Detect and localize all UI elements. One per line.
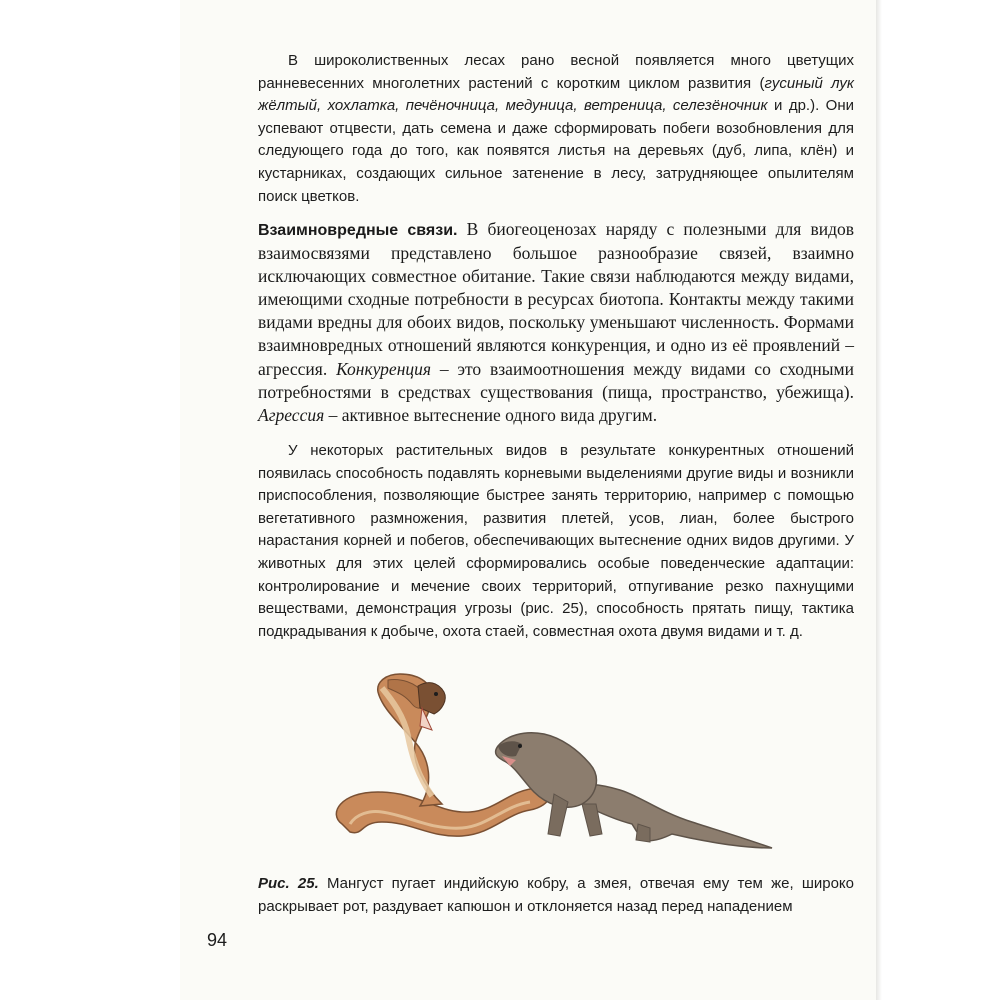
paragraph-competition-adaptations: У некоторых растительных видов в результате конкурентных отношений появилась способность подавлять корневыми выделениями другие виды и возникли приспособления, позволяющие быстрее занять территорию, например с помощью вегетативного размножения, развития плетей, усов, лиан, более быстрого нарастания корней и побегов, обеспечивающих вытеснение одних видов другими. У животных для этих целей сформировались особые поведенческие адаптации: контролирование и мечение своих территорий, отпугивание резко пахнущими веществами, демонстрация угрозы (рис. 25), способность прятать пищу, тактика подкрадывания к добыче, охота стаей, совместная охота двумя видами и т. д.: [258, 442, 854, 640]
paragraph-mutually-harmful: [258, 218, 854, 427]
paragraph-1-text-b: и др.). Они успевают отцвести, дать семена и даже сформировать побеги возобновления для следующего года до того, как появятся листья на деревьях (дуб, липа, клён) и кустарниках, создающих сильное затенение в лесу, затрудняющее опылителям поиск цветков.: [258, 97, 854, 205]
figure-caption: [258, 873, 854, 918]
plant-names-italic: гусиный лук жёлтый, хохлатка, печёночница, медуница, ветреница, селезёночник: [258, 74, 854, 115]
term-aggression: Агрессия: [258, 404, 325, 425]
paragraph-2-text-c: – активное вытеснение одного вида другим.: [324, 404, 658, 425]
page-edge-shadow: [876, 0, 882, 1000]
term-competition: Конкуренция: [336, 358, 432, 379]
figure-label: Рис. 25.: [258, 875, 319, 892]
figure-mongoose-cobra: [320, 664, 790, 858]
paragraph-spring-plants: [258, 50, 854, 208]
section-heading: Взаимновредные связи.: [258, 222, 458, 239]
page-number: 94: [207, 930, 228, 950]
mongoose-illustration: [496, 733, 772, 848]
paragraph-2-text-b: – это взаимоотношения между видами со сходными потребностями в средствах существования (пища, пространство, убежища).: [258, 358, 854, 402]
paragraph-1-text-a: В широколиственных лесах рано весной появляется много цветущих ранневесенних многолетних растений с коротким циклом развития (: [258, 52, 854, 92]
paragraph-2-text-a: В биогеоценозах наряду с полезными для видов взаимосвязями представлено большое разнообразие связей, взаимно исключающих совместное обитание. Такие связи наблюдаются между видами, имеющими сходные потребности в ресурсах биотопа. Контакты между такими видами вредны для обоих видов, поскольку уменьшают численность. Формами взаимновредных отношений являются конкуренция, и одно из её проявлений – агрессия.: [258, 219, 855, 379]
figure-caption-text: Мангуст пугает индийскую кобру, а змея, отвечая ему тем же, широко раскрывает рот, раздувает капюшон и отклоняется назад перед нападением: [258, 875, 855, 915]
